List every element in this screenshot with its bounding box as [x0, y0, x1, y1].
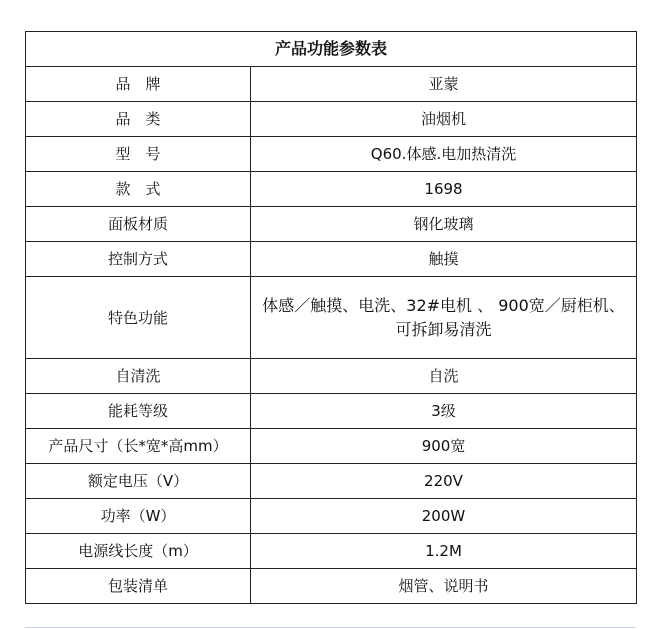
spec-row-package-contents [26, 569, 637, 604]
spec-value: 3级 [251, 394, 637, 429]
spec-row-energy-grade [26, 394, 637, 429]
spec-value: 1.2M [251, 534, 637, 569]
spec-value: 900宽 [251, 429, 637, 464]
spec-label: 电源线长度（m） [26, 534, 251, 569]
spec-label: 自清洗 [26, 359, 251, 394]
spec-label: 品 牌 [26, 67, 251, 102]
spec-label: 控制方式 [26, 242, 251, 277]
spec-label: 产品尺寸（长*宽*高mm） [26, 429, 251, 464]
spec-row-panel-material [26, 207, 637, 242]
spec-label: 额定电压（V） [26, 464, 251, 499]
spec-label: 能耗等级 [26, 394, 251, 429]
spec-label: 型 号 [26, 137, 251, 172]
spec-value: 亚蒙 [251, 67, 637, 102]
spec-value: 220V [251, 464, 637, 499]
spec-value: 油烟机 [251, 102, 637, 137]
spec-value: 体感／触摸、电洗、32#电机 、 900宽／厨柜机、可拆卸易清洗 [251, 277, 637, 359]
spec-row-model [26, 137, 637, 172]
spec-row-rated-voltage [26, 464, 637, 499]
spec-row-features [26, 277, 637, 359]
table-title-row [26, 32, 637, 67]
spec-label: 包装清单 [26, 569, 251, 604]
spec-value: 烟管、说明书 [251, 569, 637, 604]
spec-label: 功率（W） [26, 499, 251, 534]
spec-label: 特色功能 [26, 277, 251, 359]
spec-row-cord-length [26, 534, 637, 569]
spec-label: 品 类 [26, 102, 251, 137]
spec-value: 200W [251, 499, 637, 534]
table-title: 产品功能参数表 [26, 32, 637, 67]
spec-label: 面板材质 [26, 207, 251, 242]
spec-value: 自洗 [251, 359, 637, 394]
spec-value: 钢化玻璃 [251, 207, 637, 242]
product-spec-table [25, 31, 637, 604]
spec-value: Q60.体感.电加热清洗 [251, 137, 637, 172]
bottom-divider [25, 627, 636, 628]
spec-row-category [26, 102, 637, 137]
spec-row-power [26, 499, 637, 534]
spec-row-style [26, 172, 637, 207]
spec-value: 触摸 [251, 242, 637, 277]
spec-row-dimensions [26, 429, 637, 464]
spec-row-control-method [26, 242, 637, 277]
spec-label: 款 式 [26, 172, 251, 207]
spec-row-brand [26, 67, 637, 102]
spec-row-self-cleaning [26, 359, 637, 394]
spec-value: 1698 [251, 172, 637, 207]
